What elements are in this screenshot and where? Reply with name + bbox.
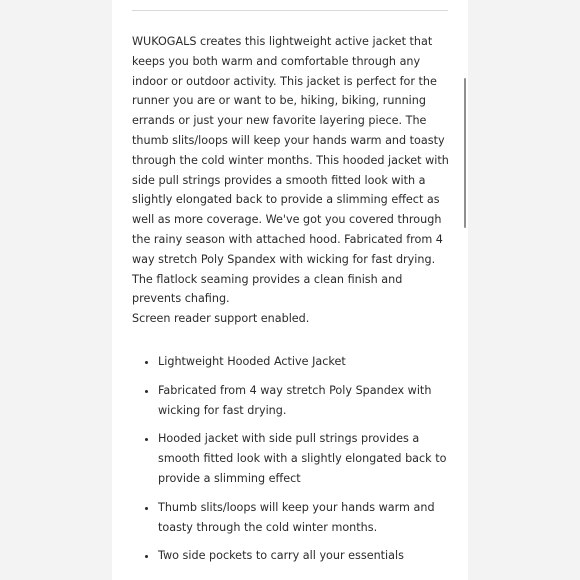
right-background-panel bbox=[468, 0, 580, 580]
product-details-card[interactable] bbox=[112, 0, 468, 580]
left-background-panel bbox=[0, 0, 112, 580]
vertical-scrollbar[interactable] bbox=[462, 0, 468, 580]
description-text: WUKOGALS creates this lightweight active jacket that keeps you both warm and comfortable through any indoor or outdoor activity. This jacket is perfect for the runner you are or want to be, hiking, biking, running errands or just your new favorite layering piece. The thumb slits/loops will keep your hands warm and toasty through the cold winter months. This hooded jacket with side pull strings provides a smooth fitted look with a slightly elongated back to provide a slimming effect as well as more coverage. We've got you covered through the rainy season with attached hood. Fabricated from 4 way stretch Poly Spandex with wicking for fast drying. The flatlock seaming provides a clean finish and prevents chafing. bbox=[132, 35, 449, 306]
feature-item: • Hooded jacket with side pull strings provides a smooth fitted look with a slightly elongated back to provide a slimming effect bbox=[158, 429, 450, 488]
feature-item: • Fabricated from 4 way stretch Poly Spandex with wicking for fast drying. bbox=[158, 381, 450, 421]
product-description bbox=[132, 32, 450, 329]
feature-item: • Thumb slits/loops will keep your hands warm and toasty through the cold winter months. bbox=[158, 498, 450, 538]
screen-reader-note: Screen reader support enabled. bbox=[132, 312, 310, 326]
scrollbar-thumb[interactable] bbox=[464, 78, 466, 228]
section-divider bbox=[132, 10, 448, 11]
feature-item: • Two side pockets to carry all your essentials bbox=[158, 546, 450, 566]
feature-list bbox=[132, 352, 450, 575]
feature-item: • Lightweight Hooded Active Jacket bbox=[158, 352, 450, 372]
